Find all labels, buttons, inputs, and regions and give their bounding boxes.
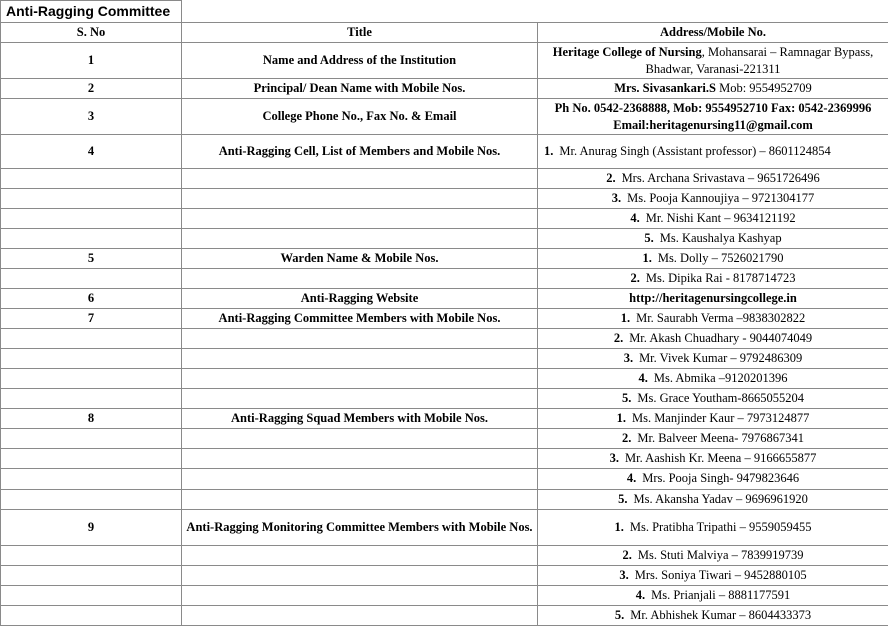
sheet-title: Anti-Ragging Committee [1,1,182,23]
member-number: 1. [614,519,624,534]
member-item [538,429,888,449]
row-title: Name and Address of the Institution [182,43,538,79]
empty-cell [1,389,182,409]
member-text: Mr. Aashish Kr. Meena – 9166655877 [625,451,817,466]
member-text: Mr. Balveer Meena- 7976867341 [637,431,804,446]
member-text: Mrs. Archana Srivastava – 9651726496 [621,170,820,185]
row-title: Anti-Ragging Cell, List of Members and Mobile Nos. [182,135,538,168]
empty-cell [1,469,182,489]
empty-cell [1,329,182,349]
member-number: 3. [619,567,629,582]
member-text: Mr. Vivek Kumar – 9792486309 [639,351,803,366]
member-item [538,389,888,409]
member-item [538,469,888,489]
member-text: Ms. Pooja Kannoujiya – 9721304177 [627,190,815,205]
row-title: College Phone No., Fax No. & Email [182,99,538,135]
member-number: 5. [644,230,654,245]
empty-cell [182,168,538,188]
row-title: Anti-Ragging Monitoring Committee Members with Mobile Nos. [182,509,538,545]
row-address [538,43,888,79]
row-title: Anti-Ragging Website [182,288,538,308]
member-text: Ms. Manjinder Kaur – 7973124877 [631,411,810,426]
member-item [538,509,888,545]
empty-cell [1,429,182,449]
empty-cell [1,605,182,625]
row-title: Anti-Ragging Squad Members with Mobile Nos. [182,409,538,429]
row-sno: 8 [1,409,182,429]
member-text: Ms. Dolly – 7526021790 [657,250,784,265]
website-link[interactable]: http://heritagenursingcollege.in [538,288,888,308]
empty-cell [182,565,538,585]
member-text: Ms. Pratibha Tripathi – 9559059455 [629,519,812,534]
row-address: Ph No. 0542-2368888, Mob: 9554952710 Fax: 0542-2369996 Email:heritagenursing11@gmail.com [538,99,888,135]
empty-cell [1,208,182,228]
member-text: Ms. Stuti Malviya – 7839919739 [637,547,804,562]
member-text: Ms. Akansha Yadav – 9696961920 [633,491,808,506]
member-text: Mr. Anurag Singh (Assistant professor) – 8601124854 [559,143,831,158]
row-sno: 6 [1,288,182,308]
member-number: 2. [621,431,632,446]
principal-mobile: Mob: 9554952709 [715,81,812,96]
empty-cell [1,449,182,469]
member-item [538,268,888,288]
member-number: 3. [611,190,622,205]
member-item [538,605,888,625]
member-item [538,349,888,369]
member-number: 3. [609,451,620,466]
row-title: Principal/ Dean Name with Mobile Nos. [182,79,538,99]
empty-cell [1,349,182,369]
member-text: Mr. Nishi Kant – 9634121192 [645,210,796,225]
table-row [1,308,888,328]
row-sno: 9 [1,509,182,545]
member-number: 5. [621,391,632,406]
member-text: Mr. Abhishek Kumar – 8604433373 [630,607,812,622]
member-item [538,168,888,188]
member-number: 1. [642,250,652,265]
empty-cell [1,585,182,605]
member-item [538,545,888,565]
row-sno: 4 [1,135,182,168]
member-item [538,208,888,228]
member-item [538,135,888,168]
member-number: 5. [614,607,625,622]
empty-cell [182,545,538,565]
row-sno: 1 [1,43,182,79]
member-number: 4. [638,371,648,386]
member-item [538,409,888,429]
member-item [538,308,888,328]
row-title: Warden Name & Mobile Nos. [182,248,538,268]
empty-cell [182,449,538,469]
member-number: 2. [622,547,632,562]
member-item [538,565,888,585]
member-item [538,489,888,509]
member-text: Ms. Abmika –9120201396 [653,371,788,386]
empty-cell [1,268,182,288]
institution-name: Heritage College of Nursing [552,44,702,59]
member-item [538,329,888,349]
member-number: 1. [544,143,554,158]
table-row [1,288,888,308]
member-number: 2. [630,270,640,285]
member-number: 1. [616,411,626,426]
header-title: Title [182,23,538,43]
table-row [1,79,888,99]
empty-cell [182,329,538,349]
empty-cell [182,188,538,208]
row-address [538,79,888,99]
member-number: 2. [613,331,624,346]
member-item [538,585,888,605]
member-number: 2. [606,170,616,185]
member-item [538,228,888,248]
principal-name: Mrs. Sivasankari.S [614,81,716,96]
empty-cell [182,268,538,288]
member-item [538,449,888,469]
row-sno: 2 [1,79,182,99]
member-text: Mr. Akash Chuadhary - 9044074049 [629,331,813,346]
member-number: 5. [618,491,628,506]
empty-cell [182,585,538,605]
member-text: Mr. Saurabh Verma –9838302822 [636,310,806,325]
header-address: Address/Mobile No. [538,23,888,43]
member-item [538,188,888,208]
empty-cell [1,228,182,248]
row-title: Anti-Ragging Committee Members with Mobile Nos. [182,308,538,328]
table-row [1,248,888,268]
table-row [1,135,888,168]
member-text: Ms. Kaushalya Kashyap [659,230,782,245]
empty-cell [1,489,182,509]
table-row [1,509,888,545]
member-number: 1. [620,310,631,325]
member-number: 4. [635,587,646,602]
header-sno: S. No [1,23,182,43]
member-text: Ms. Dipika Rai - 8178714723 [645,270,796,285]
member-item [538,369,888,389]
empty-cell [182,605,538,625]
empty-cell [182,349,538,369]
empty-cell [1,565,182,585]
empty-cell [182,208,538,228]
row-sno: 3 [1,99,182,135]
empty-cell [1,369,182,389]
member-text: Ms. Grace Youtham-8665055204 [637,391,805,406]
empty-cell [1,168,182,188]
member-number: 3. [623,351,634,366]
empty-cell [182,429,538,449]
table-row [1,43,888,79]
empty-cell [182,228,538,248]
member-item [538,248,888,268]
empty-cell [182,389,538,409]
empty-cell [1,545,182,565]
institution-address: , Mohansarai – Ramnagar Bypass, Bhadwar, Varanasi-221311 [645,44,874,76]
table-row [1,99,888,135]
empty-cell [182,469,538,489]
table-row [1,409,888,429]
empty-cell [182,489,538,509]
member-text: Mrs. Soniya Tiwari – 9452880105 [634,567,807,582]
row-sno: 5 [1,248,182,268]
member-text: Mrs. Pooja Singh- 9479823646 [642,471,800,486]
empty-cell [182,369,538,389]
empty-cell [1,188,182,208]
row-sno: 7 [1,308,182,328]
member-number: 4. [626,471,637,486]
member-text: Ms. Prianjali – 8881177591 [651,587,791,602]
title-blank-cell [182,1,888,23]
member-number: 4. [630,210,640,225]
